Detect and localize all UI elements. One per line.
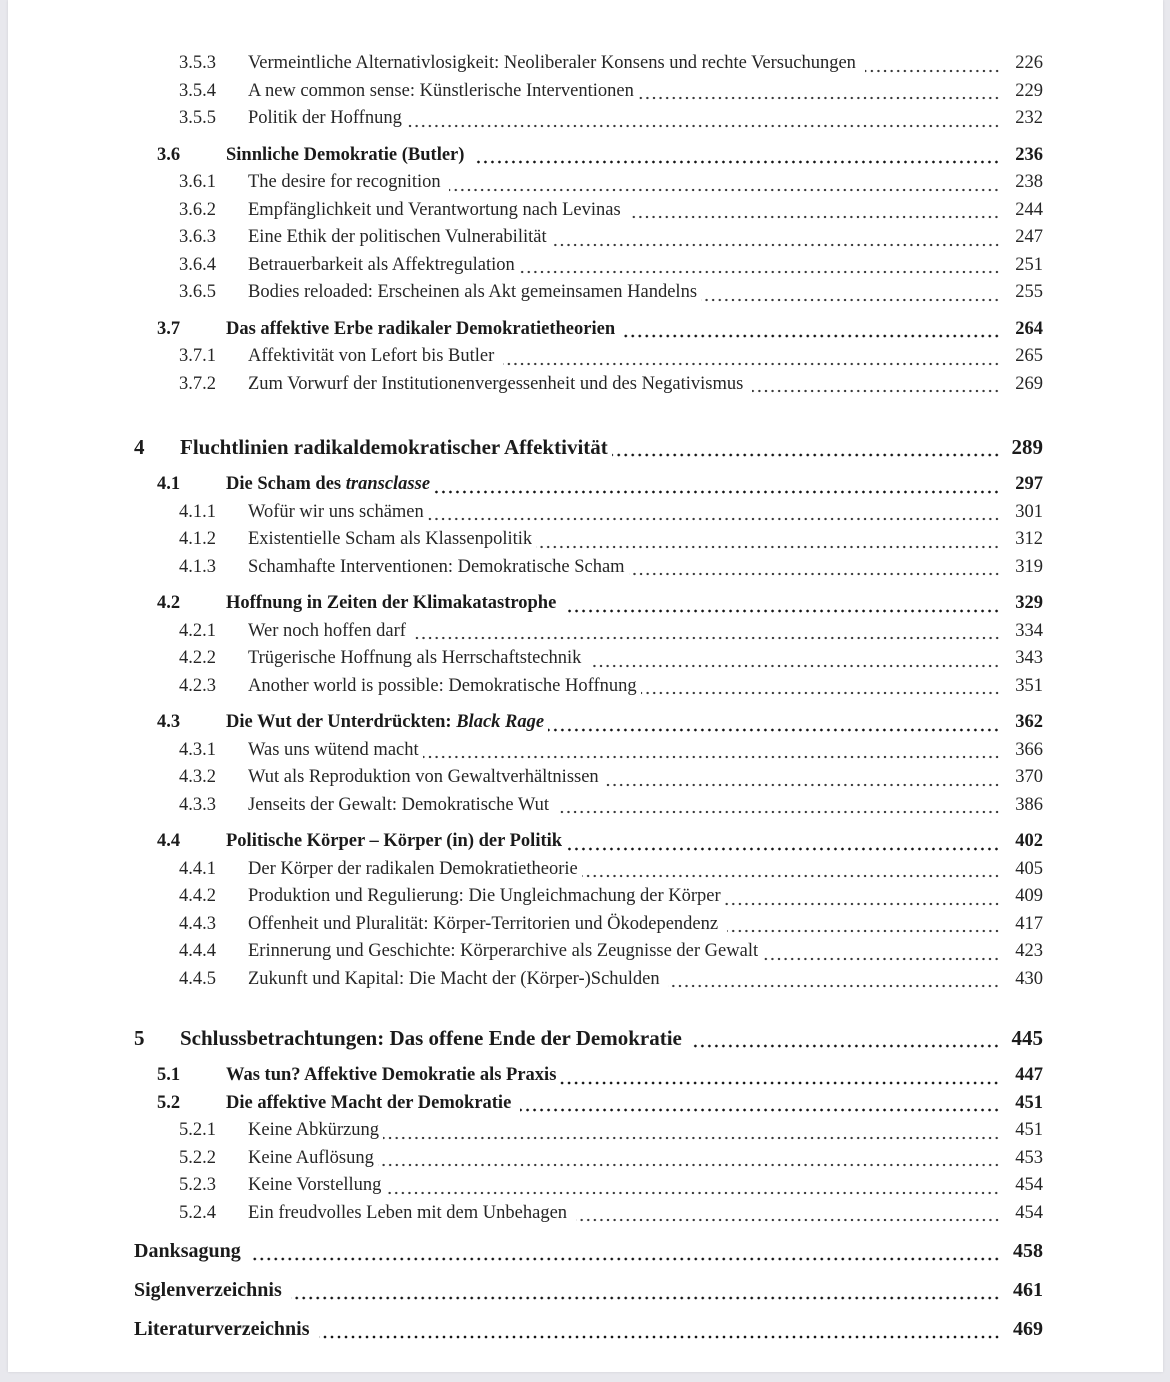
toc-entry-title-text: Bodies reloaded: Erscheinen als Akt gemeinsamen Handelns [248, 282, 698, 302]
toc-entry-page: 265 [1015, 346, 1043, 366]
toc-entry-number: 4.2.2 [179, 648, 216, 668]
toc-entry-title-text: Hoffnung in Zeiten der Klimakatastrophe [226, 593, 561, 613]
toc-entry-title-text: Was uns wütend macht [248, 739, 419, 760]
toc-entry-number: 4.3.1 [179, 739, 216, 760]
toc-entry-title-text: Wut als Reproduktion von Gewaltverhältnissen [248, 767, 599, 787]
toc-entry-number: 3.7 [157, 318, 181, 339]
toc-entry-title [180, 432, 608, 462]
toc-entry-title [248, 1145, 374, 1173]
toc-entry-title [226, 316, 620, 344]
toc-entry-page: 469 [1013, 1318, 1043, 1340]
toc-entry-page: 362 [1015, 712, 1043, 732]
dot-leader [603, 783, 1000, 787]
toc-entry[interactable] [134, 279, 1043, 307]
toc-entry-page: 409 [1015, 886, 1043, 906]
dot-leader [291, 1296, 1000, 1300]
toc-entry-number: 4 [134, 435, 145, 459]
toc-entry-page: 232 [1015, 108, 1043, 128]
toc-entry[interactable] [134, 764, 1043, 792]
toc-entry-number: 4.3 [157, 712, 181, 732]
toc-entry[interactable] [134, 673, 1043, 701]
toc-entry-page: 319 [1015, 556, 1043, 577]
dot-leader [536, 545, 1000, 549]
toc-entry-title-text: Was tun? Affektive Demokratie als Praxis [226, 1065, 557, 1085]
dot-leader [503, 362, 1000, 366]
toc-entry[interactable] [134, 618, 1043, 646]
toc-entry[interactable] [134, 883, 1043, 911]
toc-entry-number: 3.5.4 [179, 80, 216, 101]
toc-entry-number: 3.5.3 [179, 53, 216, 73]
toc-entry-number: 3.6.1 [179, 172, 216, 192]
toc-entry-number: 3.7.2 [179, 373, 216, 394]
toc-entry-title [248, 169, 445, 197]
toc-entry[interactable] [134, 252, 1043, 280]
dot-leader [612, 453, 1000, 457]
toc-entry-number: 3.6.2 [179, 199, 216, 220]
toc-entry-title-text: Schlussbetrachtungen: Das offene Ende der Demokratie [180, 1026, 688, 1050]
toc-entry-number: 4.4.3 [179, 913, 216, 934]
toc-entry[interactable] [134, 316, 1043, 344]
toc-entry-page: 366 [1015, 739, 1043, 760]
toc-entry-title-text: Danksagung [134, 1240, 246, 1262]
dot-leader [565, 609, 1000, 613]
dot-leader [378, 1163, 1000, 1167]
dot-leader [428, 517, 1000, 521]
toc-entry-page: 312 [1015, 529, 1043, 549]
dot-leader [548, 728, 1000, 732]
dot-leader [668, 984, 1000, 988]
toc-entry-number: 3.6.3 [179, 227, 216, 247]
toc-entry-title [248, 1200, 572, 1228]
toc-entry-page: 458 [1013, 1240, 1043, 1262]
toc-entry-title [248, 224, 547, 252]
toc-entry-title [226, 142, 469, 170]
document-page [8, 0, 1163, 1372]
toc-entry-page: 453 [1015, 1147, 1043, 1168]
toc-entry-page: 229 [1015, 80, 1043, 101]
toc-entry[interactable] [134, 737, 1043, 765]
toc-entry[interactable] [134, 432, 1043, 462]
toc-entry-page: 238 [1015, 172, 1043, 192]
toc-entry-title [248, 966, 664, 994]
toc-entry-title [134, 1314, 315, 1344]
toc-entry[interactable] [134, 828, 1043, 856]
toc-entry-title-text: Schamhafte Interventionen: Demokratische Scham [248, 556, 625, 577]
toc-entry-title [226, 1062, 556, 1090]
toc-entry-title [248, 499, 424, 527]
toc-entry-title-text: Politische Körper – Körper (in) der Politik [226, 831, 563, 851]
toc-entry[interactable] [134, 1314, 1043, 1344]
toc-entry[interactable] [134, 105, 1043, 133]
dot-leader [415, 636, 1000, 640]
toc-entry[interactable] [134, 1117, 1043, 1145]
dot-leader [590, 664, 1000, 668]
dot-leader [385, 1191, 1000, 1195]
toc-entry[interactable] [134, 1062, 1043, 1090]
toc-entry-number: 3.6.5 [179, 282, 216, 302]
toc-entry-page: 226 [1015, 53, 1043, 73]
dot-leader [725, 902, 1000, 906]
toc-entry[interactable] [134, 471, 1043, 499]
toc-entry-number: 4.1.3 [179, 556, 216, 577]
toc-entry-number: 4.4 [157, 831, 181, 851]
toc-entry-title [248, 764, 599, 792]
toc-entry-title-text: Das affektive Erbe radikaler Demokratietheorien [226, 318, 620, 339]
toc-entry[interactable] [134, 554, 1043, 582]
toc-entry-number: 4.4.1 [179, 858, 216, 879]
toc-entry-number: 5.2.4 [179, 1202, 216, 1223]
toc-entry-title [248, 737, 419, 765]
toc-entry-title [248, 197, 625, 225]
dot-leader [638, 96, 1000, 100]
toc-entry-title [248, 1172, 381, 1200]
toc-entry-number: 4.4.4 [179, 941, 216, 961]
toc-entry-title-text: Ein freudvolles Leben mit dem Unbehagen [248, 1202, 572, 1223]
toc-entry-number: 4.4.5 [179, 968, 216, 989]
toc-entry-title [248, 252, 515, 280]
dot-leader [551, 243, 1000, 247]
toc-entry[interactable] [134, 645, 1043, 673]
toc-entry-page: 454 [1015, 1175, 1043, 1195]
dot-leader [576, 1218, 1000, 1222]
toc-entry-title-text: A new common sense: Künstlerische Interventionen [248, 80, 634, 101]
toc-entry[interactable] [134, 709, 1043, 737]
toc-entry-number: 5.2.1 [179, 1120, 216, 1140]
toc-entry-title [226, 828, 562, 856]
toc-entry[interactable] [134, 856, 1043, 884]
toc-entry-number: 4.3.2 [179, 767, 216, 787]
dot-leader [629, 572, 1000, 576]
toc-entry[interactable] [134, 938, 1043, 966]
dot-leader [752, 389, 1000, 393]
toc-entry-page: 247 [1015, 227, 1043, 247]
dot-leader [449, 188, 1000, 192]
toc-entry-title-text: Literaturverzeichnis [134, 1318, 315, 1340]
toc-entry-title-text: Sinnliche Demokratie (Butler) [226, 144, 470, 165]
toc-entry-title [248, 279, 697, 307]
toc-entry-title-text: The desire for recognition [248, 172, 446, 192]
toc-entry-title [248, 673, 637, 701]
toc-entry-number: 5 [134, 1026, 145, 1050]
toc-entry-page: 423 [1015, 941, 1043, 961]
toc-entry[interactable] [134, 169, 1043, 197]
toc-entry-title [248, 78, 634, 106]
toc-entry[interactable] [134, 1172, 1043, 1200]
toc-entry-page: 445 [1011, 1026, 1043, 1050]
toc-entry-page: 343 [1015, 648, 1043, 668]
toc-entry[interactable] [134, 224, 1043, 252]
toc-entry[interactable] [134, 1236, 1043, 1266]
toc-entry-number: 4.2.3 [179, 675, 216, 696]
toc-entry-number: 3.6 [157, 144, 181, 165]
toc-entry-page: 461 [1013, 1279, 1043, 1301]
dot-leader [582, 874, 1000, 878]
dot-leader [701, 298, 1000, 302]
dot-leader [624, 334, 1000, 338]
toc-entry-page: 264 [1015, 318, 1043, 339]
toc-entry-title-text: Vermeintliche Alternativlosigkeit: Neoliberaler Konsens und rechte Versuchungen [248, 53, 861, 73]
toc-entry-page: 451 [1015, 1120, 1043, 1140]
toc-entry-page: 269 [1015, 373, 1043, 394]
toc-entry[interactable] [134, 590, 1043, 618]
toc-entry[interactable] [134, 50, 1043, 78]
toc-entry-page: 297 [1015, 474, 1043, 494]
toc-entry-title [226, 590, 561, 618]
toc-entry-title [248, 938, 758, 966]
toc-entry-title [226, 471, 430, 499]
toc-entry-title [248, 343, 499, 371]
toc-entry-title-text: Die Scham des [226, 474, 346, 494]
toc-entry-title-text: Jenseits der Gewalt: Demokratische Wut [248, 794, 554, 815]
toc-entry-number: 3.6.4 [179, 254, 216, 275]
toc-entry-page: 386 [1015, 794, 1043, 815]
toc-entry-number: 4.1.2 [179, 529, 216, 549]
toc-entry-title [248, 792, 554, 820]
toc-entry-page: 329 [1015, 593, 1043, 613]
toc-entry-title [248, 911, 723, 939]
toc-entry-page: 454 [1015, 1202, 1043, 1223]
toc-entry[interactable] [134, 911, 1043, 939]
toc-entry-title [248, 856, 578, 884]
toc-entry[interactable] [134, 1200, 1043, 1228]
toc-entry-title-text: Trügerische Hoffnung als Herrschaftstechnik [248, 648, 587, 668]
dot-leader [319, 1335, 1001, 1339]
toc-entry-page: 244 [1015, 199, 1043, 220]
toc-entry-title-text: Die Wut der Unterdrückten: [226, 712, 457, 732]
toc-entry[interactable] [134, 792, 1043, 820]
toc-entry-title-text: Existentielle Scham als Klassenpolitik [248, 529, 533, 549]
toc-entry[interactable] [134, 1145, 1043, 1173]
toc-entry-title-text: Eine Ethik der politischen Vulnerabilität [248, 227, 547, 247]
toc-entry-title-text: Zukunft und Kapital: Die Macht der (Körper-)Schulden [248, 968, 665, 989]
dot-leader [727, 929, 1000, 933]
toc-entry-title-text: Wofür wir uns schämen [248, 501, 424, 522]
toc-entry-page: 255 [1015, 282, 1043, 302]
dot-leader [383, 1136, 1000, 1140]
toc-list [8, 0, 1163, 1344]
toc-entry-title [248, 883, 721, 911]
toc-entry-title-text: Wer noch hoffen darf [248, 620, 411, 641]
toc-entry-title-text: Siglenverzeichnis [134, 1279, 287, 1301]
toc-entry-title-text: Fluchtlinien radikaldemokratischer Affektivität [180, 435, 608, 459]
toc-entry-title [248, 526, 532, 554]
toc-entry-number: 4.2.1 [179, 620, 216, 641]
toc-entry-title [248, 554, 625, 582]
toc-entry-title-text: Betrauerbarkeit als Affektregulation [248, 254, 515, 275]
toc-entry-title [134, 1236, 246, 1266]
toc-entry-title-text: Die affektive Macht der Demokratie [226, 1092, 516, 1113]
dot-leader [406, 124, 1000, 128]
dot-leader [566, 847, 1000, 851]
toc-entry-page: 405 [1015, 858, 1043, 879]
toc-entry-page: 402 [1015, 831, 1043, 851]
toc-entry[interactable] [134, 197, 1043, 225]
toc-entry-title-italic: transclasse [345, 474, 431, 494]
dot-leader [560, 1081, 1000, 1085]
toc-entry-title [248, 105, 402, 133]
toc-entry-title-text: Keine Abkürzung [248, 1120, 380, 1140]
toc-entry-title-text: Keine Auflösung [248, 1147, 374, 1168]
toc-entry-page: 301 [1015, 501, 1043, 522]
dot-leader [691, 1044, 1000, 1048]
dot-leader [641, 691, 1000, 695]
toc-entry-page: 251 [1015, 254, 1043, 275]
toc-entry-title [248, 1117, 379, 1145]
toc-entry-title-text: Another world is possible: Demokratische Hoffnung [248, 675, 637, 696]
toc-entry-title-text: Erinnerung und Geschichte: Körperarchive als Zeugnisse der Gewalt [248, 941, 759, 961]
dot-leader [473, 160, 1000, 164]
toc-entry-page: 447 [1015, 1065, 1043, 1085]
dot-leader [762, 957, 1000, 961]
toc-entry-title [248, 371, 748, 399]
toc-entry[interactable] [134, 966, 1043, 994]
toc-entry-title-text: Affektivität von Lefort bis Butler [248, 346, 499, 366]
toc-entry-title-text: Offenheit und Pluralität: Körper-Territorien und Ökodependenz [248, 913, 723, 934]
toc-entry[interactable] [134, 499, 1043, 527]
toc-entry[interactable] [134, 526, 1043, 554]
toc-entry-title-italic: Black Rage [456, 712, 545, 732]
toc-entry-page: 451 [1015, 1092, 1043, 1113]
toc-entry[interactable] [134, 142, 1043, 170]
toc-entry-number: 4.2 [157, 593, 181, 613]
toc-entry-number: 3.5.5 [179, 108, 216, 128]
toc-entry-title [226, 1090, 516, 1118]
toc-entry-title [248, 50, 861, 78]
toc-entry-title-text: Produktion und Regulierung: Die Ungleichmachung der Körper [248, 886, 721, 906]
toc-entry-page: 334 [1015, 620, 1043, 641]
toc-entry[interactable] [134, 1275, 1043, 1305]
toc-entry-number: 3.7.1 [179, 346, 216, 366]
dot-leader [423, 755, 1000, 759]
toc-entry-title [134, 1275, 287, 1305]
toc-entry[interactable] [134, 1090, 1043, 1118]
toc-entry-title-text: Keine Vorstellung [248, 1175, 382, 1195]
toc-entry-number: 5.2.2 [179, 1147, 216, 1168]
toc-entry-number: 4.1 [157, 474, 181, 494]
dot-leader [434, 490, 1000, 494]
toc-entry-title [248, 645, 586, 673]
toc-entry-page: 417 [1015, 913, 1043, 934]
dot-leader [629, 215, 1000, 219]
toc-entry[interactable] [134, 343, 1043, 371]
dot-leader [519, 270, 1000, 274]
toc-entry-page: 289 [1011, 435, 1043, 459]
toc-entry-number: 5.2.3 [179, 1175, 216, 1195]
toc-entry-title [226, 709, 544, 737]
dot-leader [250, 1257, 1000, 1261]
toc-entry-title-text: Zum Vorwurf der Institutionenvergessenheit und des Negativismus [248, 373, 748, 394]
dot-leader [520, 1108, 1000, 1112]
toc-entry-title [248, 618, 411, 646]
toc-entry-page: 430 [1015, 968, 1043, 989]
toc-entry-title-text: Empfänglichkeit und Verantwortung nach Levinas [248, 199, 626, 220]
dot-leader [865, 69, 1000, 73]
toc-entry[interactable] [134, 371, 1043, 399]
toc-entry-title [180, 1023, 687, 1053]
toc-entry-number: 4.4.2 [179, 886, 216, 906]
toc-entry[interactable] [134, 1023, 1043, 1053]
toc-entry-page: 351 [1015, 675, 1043, 696]
dot-leader [558, 810, 1000, 814]
toc-entry-number: 5.2 [157, 1092, 181, 1113]
toc-entry-number: 4.1.1 [179, 501, 216, 522]
toc-entry-title-text: Politik der Hoffnung [248, 108, 402, 128]
toc-entry-title-text: Der Körper der radikalen Demokratietheorie [248, 858, 578, 879]
toc-entry[interactable] [134, 78, 1043, 106]
toc-entry-page: 370 [1015, 767, 1043, 787]
toc-entry-page: 236 [1015, 144, 1043, 165]
toc-entry-number: 4.3.3 [179, 794, 216, 815]
toc-entry-number: 5.1 [157, 1065, 181, 1085]
